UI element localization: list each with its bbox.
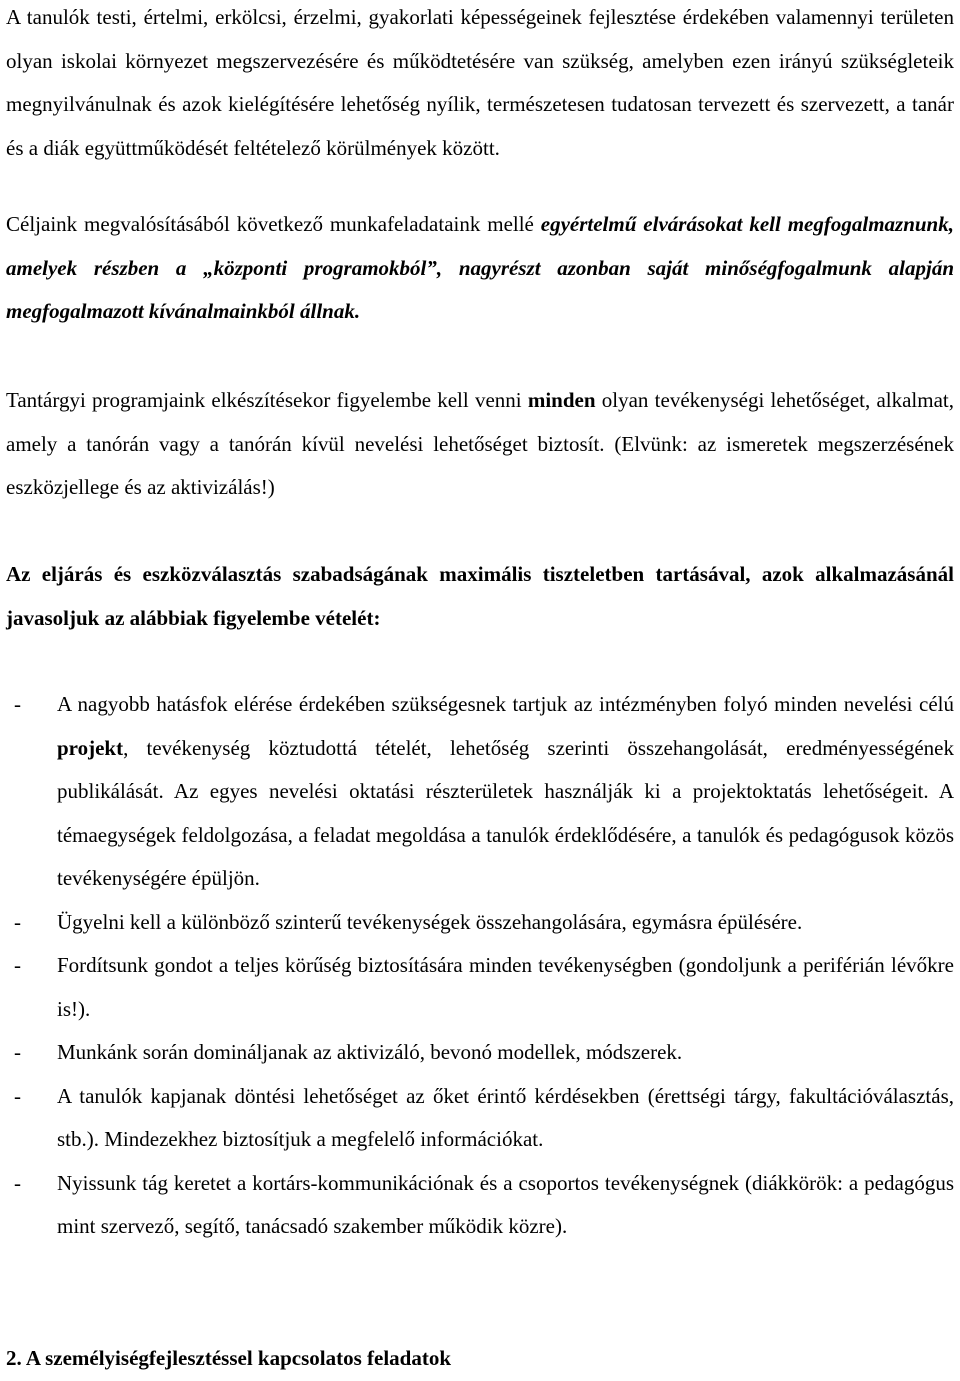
list-item-5: A tanulók kapjanak döntési lehetőséget az őket érintő kérdésekben (érettségi tárgy, fakultációválasztás, stb.). Mindezekhez biztosítjuk a megfelelő információkat. <box>57 1083 954 1151</box>
list-item-2: Ügyelni kell a különböző szinterű tevékenységek összehangolására, egymásra épülésére. <box>57 909 803 934</box>
list-item <box>6 1031 954 1075</box>
paragraph-1: A tanulók testi, értelmi, erkölcsi, érzelmi, gyakorlati képességeinek fejlesztése érdekében valamennyi területen olyan iskolai környezet megszervezésére és működtetésére van szükség, amelyben ezen irányú szükségleteik megnyilvánulnak és azok kielégítésére lehetőség nyílik, természetesen tudatosan tervezett és szervezett, a tanár és a diák együttműködését feltételező körülmények között. <box>6 5 954 160</box>
paragraph-3-before: Tantárgyi programjaink elkészítésekor figyelembe kell venni <box>6 388 528 412</box>
recommendation-list <box>6 683 954 1249</box>
list-item-1-bold: projekt <box>57 735 124 760</box>
paragraph-3-after: olyan tevékenységi lehetőséget, alkalmat, amely a tanórán vagy a tanórán kívül nevelési lehetőséget biztosít. (Elvünk: az ismeretek megszerzésének eszközjellege és az aktivizálás!) <box>6 388 955 499</box>
paragraph-2-intro: Céljaink megvalósításából következő munkafeladataink mellé <box>6 212 541 236</box>
list-item <box>6 944 954 1031</box>
list-item <box>6 1162 954 1249</box>
list-item <box>6 683 954 901</box>
paragraph-3-bold: minden <box>527 388 596 412</box>
list-item-1-before: A nagyobb hatásfok elérése érdekében szükségesnek tartjuk az intézményben folyó minden nevelési célú <box>57 692 954 716</box>
list-dash: - <box>14 1170 21 1195</box>
list-dash: - <box>14 953 21 977</box>
list-item-3: Fordítsunk gondot a teljes körűség biztosítására minden tevékenységben (gondoljunk a periférián lévőkre is!). <box>57 953 954 1021</box>
list-dash: - <box>14 1083 21 1108</box>
list-dash: - <box>14 692 21 716</box>
section-heading: 2. A személyiségfejlesztéssel kapcsolatos feladatok <box>6 1346 452 1370</box>
list-dash: - <box>14 1040 21 1064</box>
list-item <box>6 1075 954 1162</box>
list-item-1-after: , tevékenység köztudottá tételét, lehetőség szerinti összehangolását, eredményességének publikálását. Az egyes nevelési oktatási részterületek használják ki a projektoktatás lehetőségeit. A témaegységek feldolgozása, a feladat megoldása a tanulók érdeklődésére, a tanulók és pedagógusok közös tevékenységére épüljön. <box>57 735 954 890</box>
list-item-6: Nyissunk tág keretet a kortárs-kommunikációnak és a csoportos tevékenységnek (diákkörök: a pedagógus mint szervező, segítő, tanácsadó szakember működik közre). <box>57 1170 954 1238</box>
list-dash: - <box>14 909 21 934</box>
paragraph-4-bold: Az eljárás és eszközválasztás szabadságának maximális tiszteletben tartásával, azok alkalmazásánál javasoljuk az alábbiak figyelembe vételét: <box>6 562 954 630</box>
list-item <box>6 901 954 945</box>
paragraph-2 <box>6 203 954 334</box>
paragraph-3 <box>6 379 954 510</box>
paragraph-2-emphasis: egyértelmű elvárásokat kell megfogalmaznunk, amelyek részben a „központi programokból”, nagyrészt azonban saját minőségfogalmunk alapján megfogalmazott kívánalmainkból állnak. <box>6 212 954 323</box>
list-item-4: Munkánk során domináljanak az aktivizáló, bevonó modellek, módszerek. <box>57 1040 683 1064</box>
